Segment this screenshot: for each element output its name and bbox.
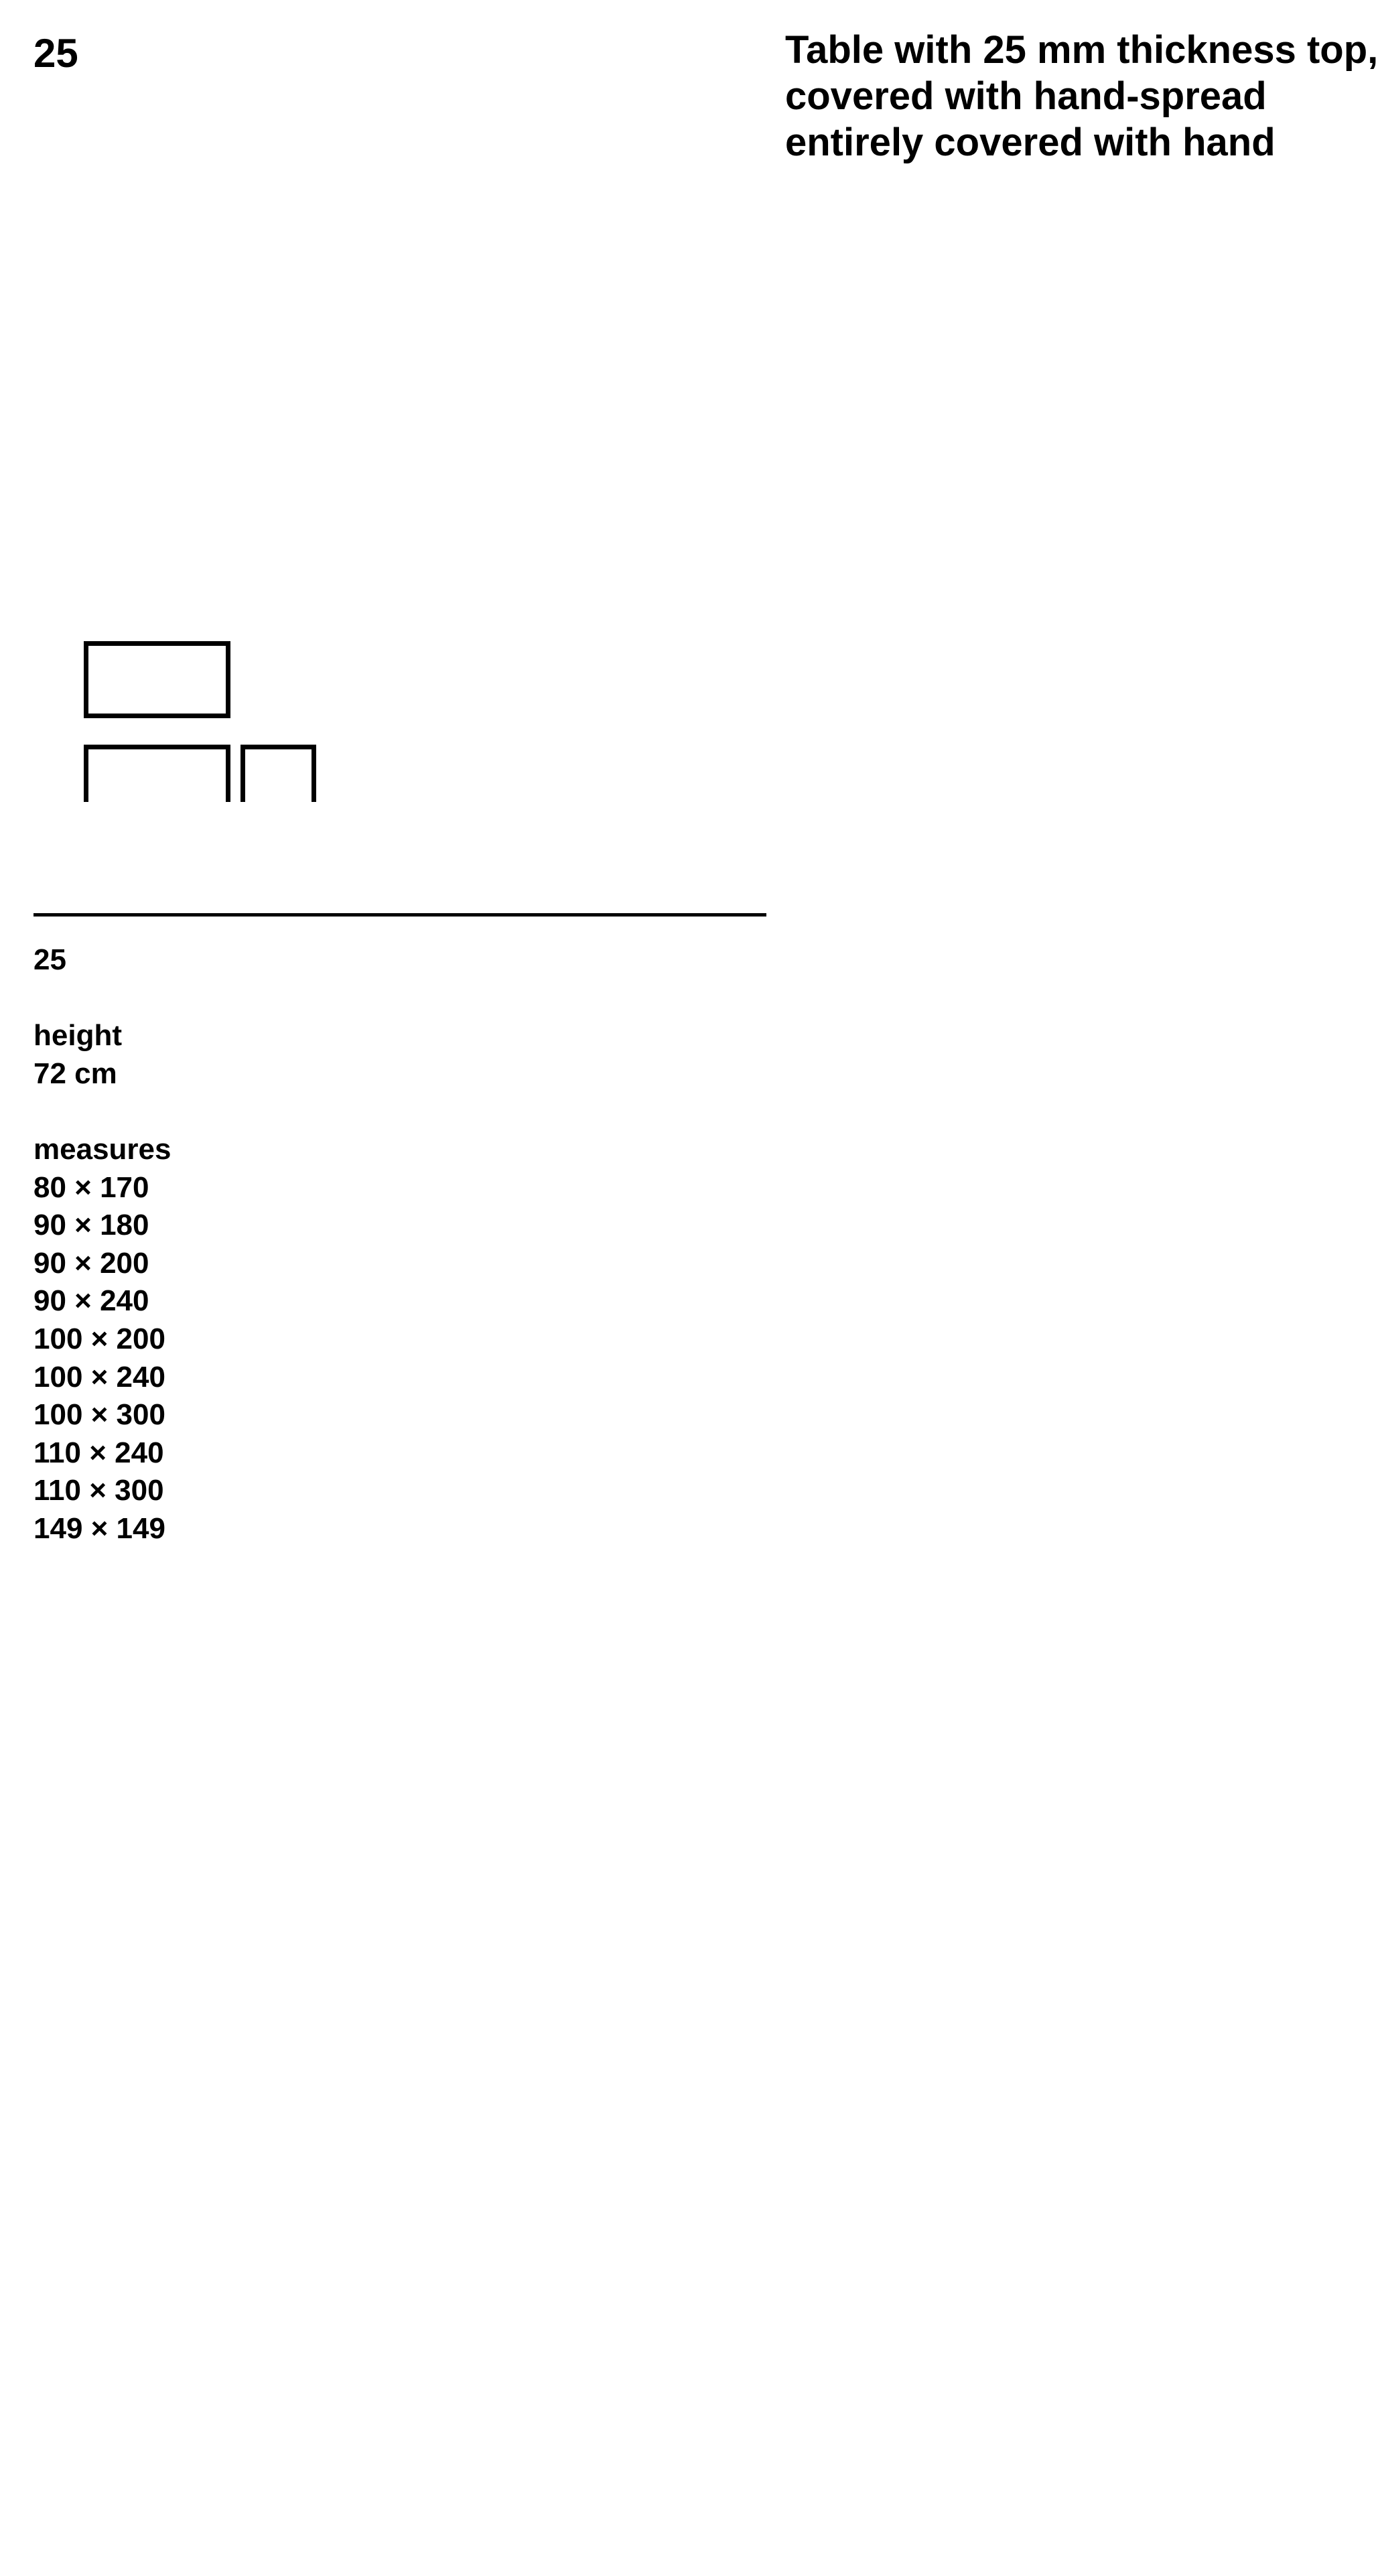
table-drawing (84, 641, 318, 802)
spec-measure-item: 110 × 300 (33, 1474, 164, 1507)
spec-list (33, 941, 171, 1548)
section-divider (33, 913, 766, 917)
spec-measure-item: 149 × 149 (33, 1511, 165, 1545)
product-description (785, 27, 1378, 165)
spec-model: 25 (33, 943, 66, 976)
spec-measure-item: 100 × 300 (33, 1398, 165, 1432)
description-line: covered with hand-spread (785, 74, 1267, 118)
description-line: Table with 25 mm thickness top, (785, 28, 1378, 72)
spec-height-label: height (33, 1019, 122, 1053)
spec-spacer (33, 979, 171, 1018)
table-side-view (243, 747, 314, 802)
spec-measure-item: 90 × 240 (33, 1284, 149, 1318)
spec-height-value: 72 cm (33, 1057, 117, 1090)
description-line: entirely covered with hand (785, 121, 1276, 164)
spec-measure-item: 100 × 240 (33, 1360, 165, 1394)
product-number: 25 (33, 31, 78, 76)
table-front-view (86, 747, 228, 802)
table-top-view (86, 644, 228, 716)
spec-measure-item: 110 × 240 (33, 1436, 164, 1469)
spec-measure-item: 80 × 170 (33, 1170, 149, 1204)
spec-measure-item: 90 × 200 (33, 1246, 149, 1280)
spec-measure-item: 100 × 200 (33, 1322, 165, 1355)
spec-measures-label: measures (33, 1132, 171, 1166)
spec-measure-item: 90 × 180 (33, 1209, 149, 1242)
spec-spacer (33, 1093, 171, 1131)
